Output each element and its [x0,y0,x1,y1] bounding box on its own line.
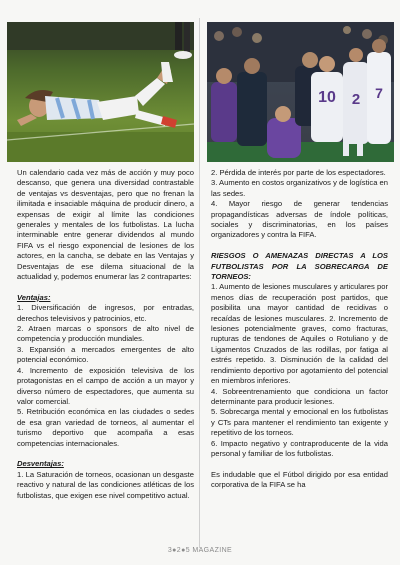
desventaja-item-2: 2. Pérdida de interés por parte de los espectadores. [211,168,386,177]
column-divider [199,18,200,548]
right-text-column [211,168,388,491]
players-celebration-photo [207,22,394,162]
jersey-number-2: 2 [351,91,361,108]
ventaja-item-3: 3. Expansión a mercados emergentes de alto potencial económico. [17,344,194,365]
ventaja-item-5: 5. Retribución económica en las ciudades o sedes de esa gran variedad de torneos, al aumentar el turismo deportivo que acompaña a esas competencias internacionales. [17,407,194,448]
ventaja-item-2: 2. Atraen marcas o sponsors de alto nivel de competencia y producción mundiales. [17,324,194,344]
riesgo-item-5: 5. Sobrecarga mental y emocional en los futbolistas y CTs para mantener el rendimiento tan exigente y repetitivo de los torneos. [211,407,388,438]
left-text-column [17,168,194,501]
intro-paragraph: Un calendario cada vez más de acción y muy poco descanso, que genera una diversidad contrastable de ventajas vs desventajas, pero que no frenan la ilimitada e insaciable máquina de producir dinero, a expensas de exigir al límite las condiciones generales y mentales de los futbolistas. La lucha interminable entre generar dividendos al mundo FIFA vs el riesgo exponencial de lesiones de los actores, en la cancha, se debate en las Ventajas y Desventajas de ese dilema situacional de la actualidad y, podemos enumerar las 2 contrapartes: [17,168,194,282]
magazine-footer: 3●2●5 MAGAZINE [167,547,233,554]
jersey-number-7: 7 [375,85,383,101]
desventaja-item-4: 4. Mayor riesgo de generar tendencias propagandísticas adversas de índole políticas, sociales y discriminatorias, en los países organizadores y contra la FIFA. [211,199,388,240]
ventaja-item-4: 4. Incremento de exposición televisiva de los protagonistas en el campo de acción a un mayor y diverso número de espectadores, que aumenta su valor comercial. [17,365,194,406]
desventaja-item-1: 1. La Saturación de torneos, ocasionan un desgaste reactivo y natural de las condiciones atléticas de los futbolistas, que exigen ese nivel competitivo actual. [17,469,194,500]
riesgos-heading: RIESGOS O AMENAZAS DIRECTAS A LOS FUTBOLISTAS POR LA SOBRECARGA DE TORNEOS: [211,251,388,282]
desventaja-item-3: 3. Aumento en costos organizativos y de logística en las sedes. [211,178,388,198]
ventaja-item-1: 1. Diversificación de ingresos, por entradas, derechos televisivos y patrocinios, etc. [17,303,194,323]
riesgo-item-4: 4. Sobreentrenamiento que condiciona un factor determinante para producir lesiones. [211,386,388,406]
jersey-number-10: 10 [318,89,336,106]
riesgos-paragraph: 1. Aumento de lesiones musculares y articulares por menos días de recuperación post partidos, que posibilita una mayor cantidad de recidivas o recaídas de lesiones musculares. 2. Incremento de lesiones potencialmente graves, como fracturas, rupturas de tendones de Aquiles o Rotuliano y de Ligamentos Cruzados de las rodillas, por fatiga al estrés repetido. 3. Disminución de la calidad del rendimiento deportivo por agotamiento del potencial en miembros inferiores. [211,282,388,386]
closing-paragraph: Es indudable que el Fútbol dirigido por esa entidad corporativa de la FIFA se ha [211,469,388,490]
riesgo-item-6: 6. Impacto negativo y contraproducente de la vida personal y familiar de los futbolistas. [211,438,388,458]
ventajas-heading: Ventajas: [17,292,51,302]
desventajas-heading: Desventajas: [17,459,64,469]
injured-player-photo [7,22,194,162]
